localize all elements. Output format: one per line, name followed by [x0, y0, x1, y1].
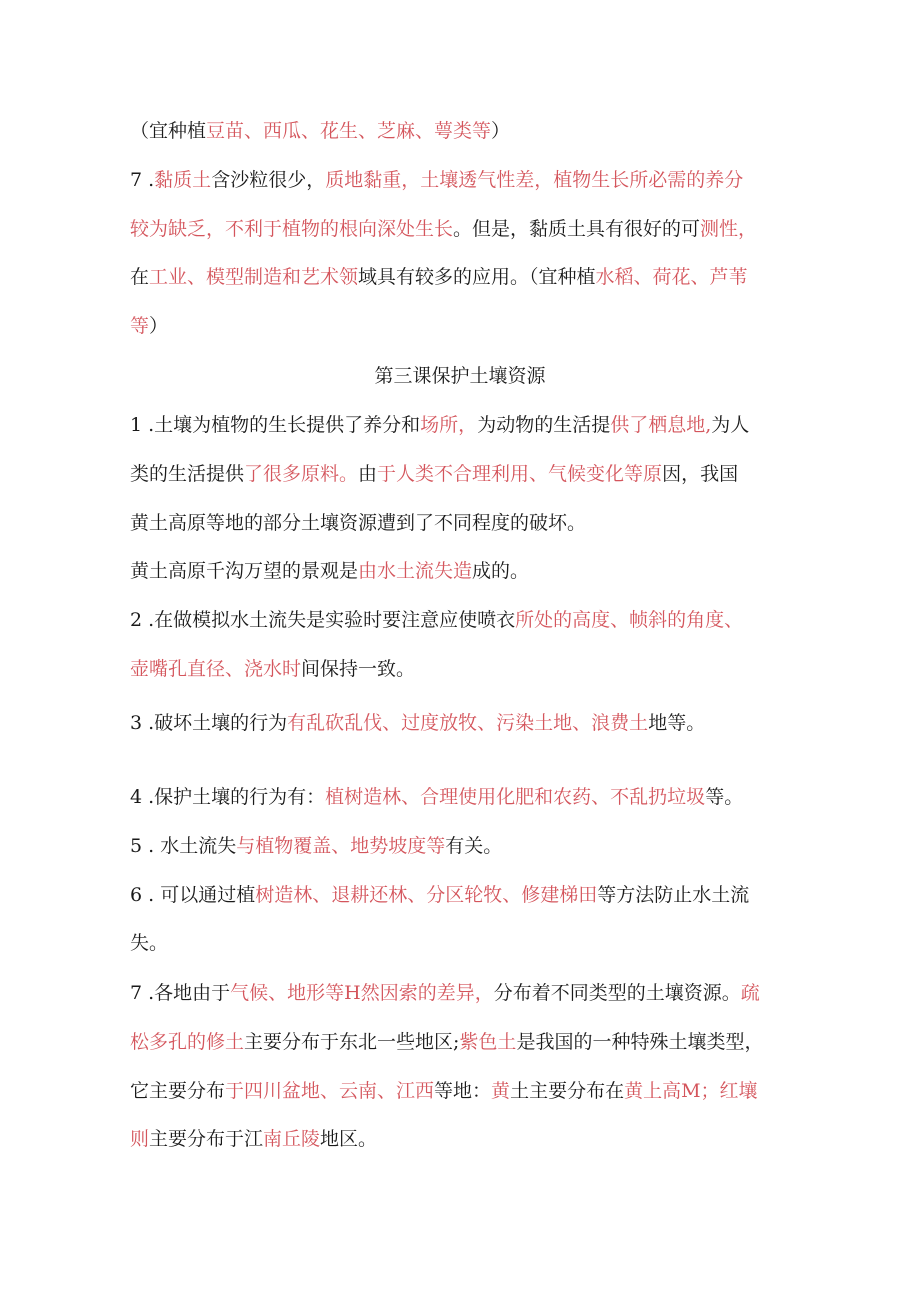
body-text: 土主要分布在: [510, 1080, 625, 1102]
body-text: 1 .土壤为植物的生长提供了养分和: [130, 414, 421, 436]
body-text: 失。: [130, 932, 169, 954]
highlighted-text: 较为缺乏，不利于植物的根向深处生长: [130, 218, 454, 240]
highlighted-text: 植树造林、合理使用化肥和农药、不乱扔垃圾: [325, 786, 706, 808]
text-line: [130, 1029, 763, 1055]
text-line: [130, 882, 749, 908]
body-text: 是我国的一种特殊土壤类型，: [516, 1031, 764, 1053]
highlighted-text: 于人类不合理利用、气候变化等原: [377, 463, 663, 485]
highlighted-text: 气候、地形等H然因索的差异，: [230, 982, 494, 1004]
text-line: [130, 313, 168, 339]
body-text: 分布着不同类型的土壤资源。: [493, 982, 741, 1004]
highlighted-text: 供了栖息地,: [610, 414, 712, 436]
highlighted-text: 豆苗、西瓜、花生、芝麻、萼类等: [206, 120, 492, 142]
body-text: 类的生活提供: [130, 463, 245, 485]
text-line: [130, 216, 757, 242]
highlighted-text: 水稻、荷花、芦苇: [595, 266, 748, 288]
highlighted-text: 由水土流失造: [358, 560, 473, 582]
highlighted-text: 树造林、退耕还林、分区轮牧、修建梯田: [255, 884, 598, 906]
body-text: 等方法防止水土流: [597, 884, 750, 906]
text-line: [130, 710, 705, 736]
highlighted-text: 壶嘴孔直径、浇水时: [130, 658, 302, 680]
highlighted-text: 质地黏重，土壤透气性差，植物生长所必需的养分: [325, 169, 744, 191]
highlighted-text: 紫色土: [459, 1031, 517, 1053]
text-line: [130, 264, 748, 290]
highlighted-text: 测性，: [700, 218, 758, 240]
body-text: 间保持一致。: [301, 658, 416, 680]
text-line: [130, 412, 749, 438]
body-text: 主要分布于江: [149, 1128, 264, 1150]
body-text: 它主要分布: [130, 1080, 226, 1102]
body-text: ）: [149, 315, 169, 337]
body-text: 主要分布于东北一些地区;: [244, 1031, 460, 1053]
body-text: 4 .保护土壤的行为有：: [130, 786, 326, 808]
highlighted-text: 等: [130, 315, 150, 337]
body-text: 地等。: [648, 712, 706, 734]
body-text: 7 .各地由于: [130, 982, 231, 1004]
highlighted-text: 南丘陵: [263, 1128, 321, 1150]
highlighted-text: 所处的高度、帧斜的角度、: [515, 609, 744, 631]
highlighted-text: 场所，: [420, 414, 478, 436]
highlighted-text: 松多孔的修土: [130, 1031, 245, 1053]
text-line: [130, 1078, 758, 1104]
highlighted-text: 黄: [491, 1080, 511, 1102]
text-line: [130, 607, 743, 633]
section-title: 第三课保护土壤资源: [374, 365, 546, 387]
body-text: 成的。: [472, 560, 530, 582]
body-text: 6 . 可以通过植: [130, 884, 256, 906]
body-text: 黄土高原等地的部分土壤资源遭到了不同程度的破坏。: [130, 512, 587, 534]
body-text: 。但是，黏质土具有很好的可: [453, 218, 701, 240]
body-text: 等。: [705, 786, 744, 808]
body-text: 由: [358, 463, 378, 485]
body-text: ）: [491, 120, 511, 142]
highlighted-text: 工业、模型制造和艺术领: [149, 266, 359, 288]
highlighted-text: 则: [130, 1128, 150, 1150]
highlighted-text: 有乱砍乱伐、过度放牧、污染土地、浪费土: [287, 712, 649, 734]
highlighted-text: 黏质土: [154, 169, 212, 191]
highlighted-text: 疏: [740, 982, 760, 1004]
body-text: 7 .: [130, 169, 155, 191]
body-text: 为动物的生活提: [477, 414, 611, 436]
text-line: [130, 167, 743, 193]
text-line: [130, 510, 586, 536]
text-line: [130, 461, 738, 487]
text-line: [130, 656, 415, 682]
body-text: （宜种植: [130, 120, 207, 142]
text-line: [130, 784, 743, 810]
body-text: 有关。: [445, 835, 503, 857]
highlighted-text: 于四川盆地、云南、江西: [225, 1080, 435, 1102]
text-line: [130, 558, 529, 584]
highlighted-text: 与植物覆盖、地势坡度等: [236, 835, 446, 857]
highlighted-text: 黄上高M；红壤: [624, 1080, 758, 1102]
text-line: [130, 1126, 377, 1152]
body-text: 地区。: [320, 1128, 378, 1150]
text-line: [130, 833, 502, 859]
body-text: 3 .破坏土壤的行为: [130, 712, 288, 734]
body-text: 5 . 水土流失: [130, 835, 237, 857]
body-text: 等地：: [434, 1080, 492, 1102]
body-text: 黄土高原千沟万望的景观是: [130, 560, 359, 582]
body-text: 域具有较多的应用。（宜种植: [358, 266, 596, 288]
body-text: 含沙粒很少，: [211, 169, 326, 191]
text-line: [130, 980, 760, 1006]
text-line: [130, 930, 168, 956]
body-text: 在: [130, 266, 150, 288]
text-line: [130, 118, 510, 144]
highlighted-text: 了很多原料。: [244, 463, 359, 485]
body-text: 2 .在做模拟水土流失是实验时要注意应使喷衣: [130, 609, 516, 631]
body-text: 因，我国: [662, 463, 739, 485]
body-text: 为人: [711, 414, 750, 436]
